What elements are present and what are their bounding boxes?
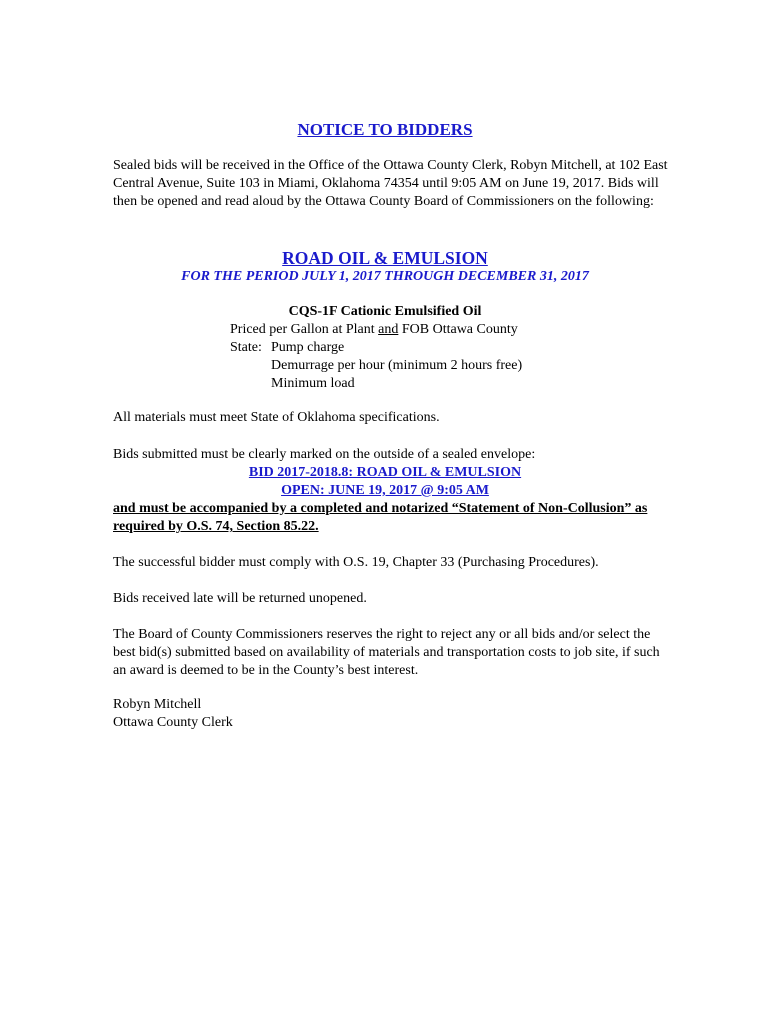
spec-priced-prefix: Priced per Gallon at Plant bbox=[230, 322, 379, 337]
intro-paragraph: Sealed bids will be received in the Office of the Ottawa County Clerk, Robyn Mitchell, at 102 East Central Avenue, Suite 103 in Miami, Oklahoma 74354 until 9:05 AM on June 19, 2017. Bids will then be opened and read aloud by the Ottawa County Board of Commissioners on the following: bbox=[113, 158, 668, 209]
spec-priced-suffix: FOB Ottawa County bbox=[398, 322, 518, 337]
notice-title: NOTICE TO BIDDERS bbox=[297, 120, 473, 139]
bid-period: FOR THE PERIOD JULY 1, 2017 THROUGH DECEMBER 31, 2017 bbox=[181, 269, 589, 284]
accompany-paragraph: and must be accompanied by a completed and notarized “Statement of Non-Collusion” as required by O.S. 74, Section 85.22. bbox=[113, 501, 648, 534]
comply-paragraph: The successful bidder must comply with O.S. 19, Chapter 33 (Purchasing Procedures). bbox=[113, 555, 599, 570]
bid-open-date: OPEN: JUNE 19, 2017 @ 9:05 AM bbox=[281, 483, 489, 498]
spec-state-label: State: bbox=[230, 340, 262, 355]
spec-priced-line bbox=[230, 321, 518, 339]
late-bids-paragraph: Bids received late will be returned unopened. bbox=[113, 591, 367, 606]
signature-title: Ottawa County Clerk bbox=[113, 715, 233, 730]
spec-demurrage: Demurrage per hour (minimum 2 hours free) bbox=[271, 358, 523, 373]
spec-state-line bbox=[230, 339, 344, 357]
marking-paragraph: Bids submitted must be clearly marked on the outside of a sealed envelope: bbox=[113, 447, 536, 462]
spec-priced-and: and bbox=[378, 322, 399, 337]
signature-name: Robyn Mitchell bbox=[113, 697, 202, 712]
spec-minimum-load: Minimum load bbox=[271, 376, 355, 391]
spec-state-value: Pump charge bbox=[271, 340, 345, 355]
materials-paragraph: All materials must meet State of Oklahoma specifications. bbox=[113, 410, 440, 425]
bid-number: BID 2017-2018.8: ROAD OIL & EMULSION bbox=[248, 465, 522, 480]
item-title: ROAD OIL & EMULSION bbox=[282, 248, 488, 268]
reserve-paragraph: The Board of County Commissioners reserves the right to reject any or all bids and/or select the best bid(s) submitted based on availability of materials and transportation costs to job site, if such an award is deemed to be in the County’s best interest. bbox=[113, 627, 660, 678]
product-name: CQS-1F Cationic Emulsified Oil bbox=[288, 304, 482, 319]
